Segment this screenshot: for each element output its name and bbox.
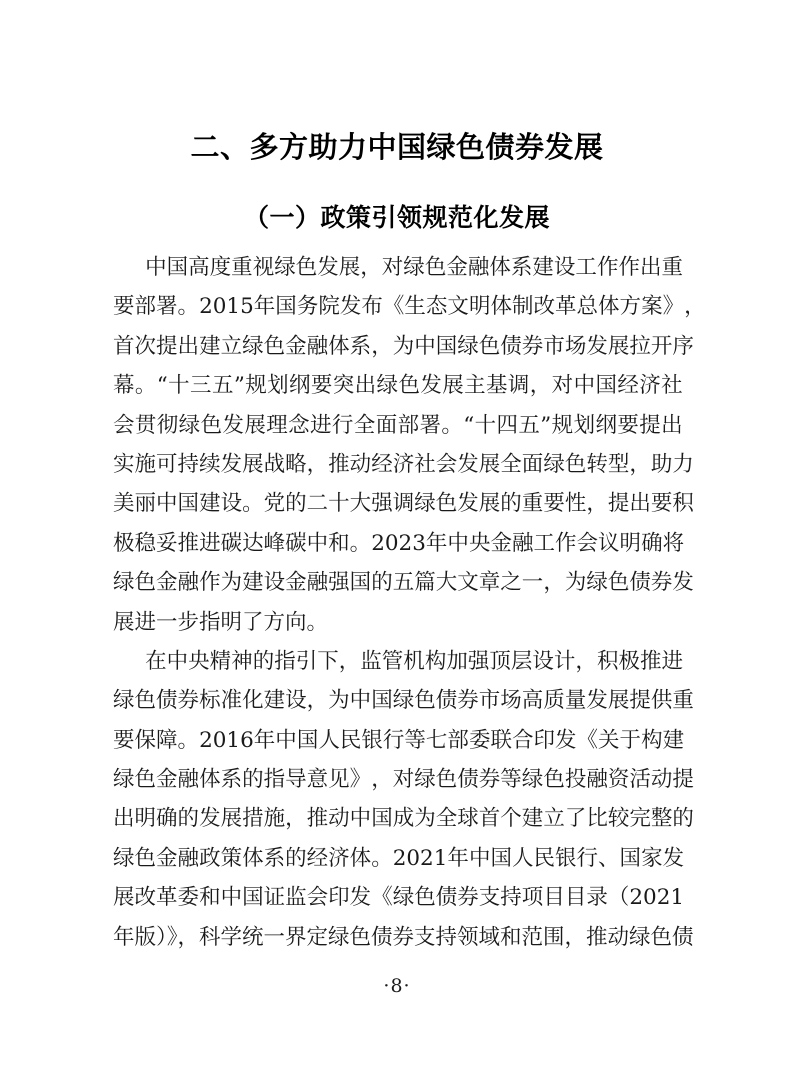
text-line: 在 中 央 精 神 的 指 引 下 ， 监 管 机 构 加 强 顶 层 设 计 ， 积 极 推 进 — [113, 642, 683, 681]
text-line: 展 改 革 委 和 中 国 证 监 会 印 发 《 绿 色 债 券 支 持 项 目 目 录 （ 2021 — [113, 885, 685, 911]
body-text — [113, 248, 706, 957]
text-line: 要 保 障 。 2016 年 中 国 人 民 银 行 等 七 部 委 联 合 印 发 《 关 于 构 建 — [113, 727, 685, 753]
paragraph-lines-container — [113, 248, 706, 957]
paragraph-indent — [113, 642, 145, 681]
page-number-footer: ·8· — [383, 975, 411, 997]
text-line: 幕 。 “ 十 三 五 ” 规 划 纲 要 突 出 绿 色 发 展 主 基 调 ， 对 中 国 经 济 社 — [113, 373, 683, 399]
text-line: 出 明 确 的 发 展 措 施 ， 推 动 中 国 成 为 全 球 首 个 建 立 了 比 较 完 整 的 — [113, 806, 694, 832]
text-line: 绿 色 债 券 标 准 化 建 设 ， 为 中 国 绿 色 债 券 市 场 高 质 量 发 展 提 供 重 — [113, 688, 694, 714]
section-subtitle: （一）政策引领规范化发展 — [243, 202, 550, 232]
page-title: 二、多方助力中国绿色债券发展 — [190, 130, 604, 165]
text-line: 首 次 提 出 建 立 绿 色 金 融 体 系 ， 为 中 国 绿 色 债 券 市 场 发 展 拉 开 序 — [113, 333, 694, 359]
text-line: 绿 色 金 融 体 系 的 指 导 意 见 》 ， 对 绿 色 债 券 等 绿 色 投 融 资 活 动 提 — [113, 767, 694, 793]
text-line: 绿 色 金 融 政 策 体 系 的 经 济 体 。 2021 年 中 国 人 民 银 行 、 国 家 发 — [113, 845, 685, 871]
text-line: 实 施 可 持 续 发 展 战 略 ， 推 动 经 济 社 会 发 展 全 面 绿 色 转 型 ， 助 力 — [113, 451, 694, 477]
text-line: 年版）》，科学统一界定绿色债券支持领域和范围，推动绿色债 — [113, 924, 694, 950]
paragraph-indent — [113, 248, 145, 287]
text-line: 绿 色 金 融 作 为 建 设 金 融 强 国 的 五 篇 大 文 章 之 一 ， 为 绿 色 债 券 发 — [113, 570, 694, 596]
text-line: 展进一步指明了方向。 — [113, 609, 329, 635]
text-line: 极 稳 妥 推 进 碳 达 峰 碳 中 和 。 2023 年 中 央 金 融 工 作 会 议 明 确 将 — [113, 530, 685, 556]
text-line: 美 丽 中 国 建 设 。 党 的 二 十 大 强 调 绿 色 发 展 的 重 要 性 ， 提 出 要 积 — [113, 491, 694, 517]
text-line: 中 国 高 度 重 视 绿 色 发 展 ， 对 绿 色 金 融 体 系 建 设 工 作 作 出 重 — [113, 248, 683, 287]
text-line: 要 部 署 。 2015 年 国 务 院 发 布 《 生 态 文 明 体 制 改 革 总 体 方 案 》 ， — [113, 294, 706, 320]
text-line: 会 贯 彻 绿 色 发 展 理 念 进 行 全 面 部 署 。 “ 十 四 五 ” 规 划 纲 要 提 出 — [113, 412, 683, 438]
